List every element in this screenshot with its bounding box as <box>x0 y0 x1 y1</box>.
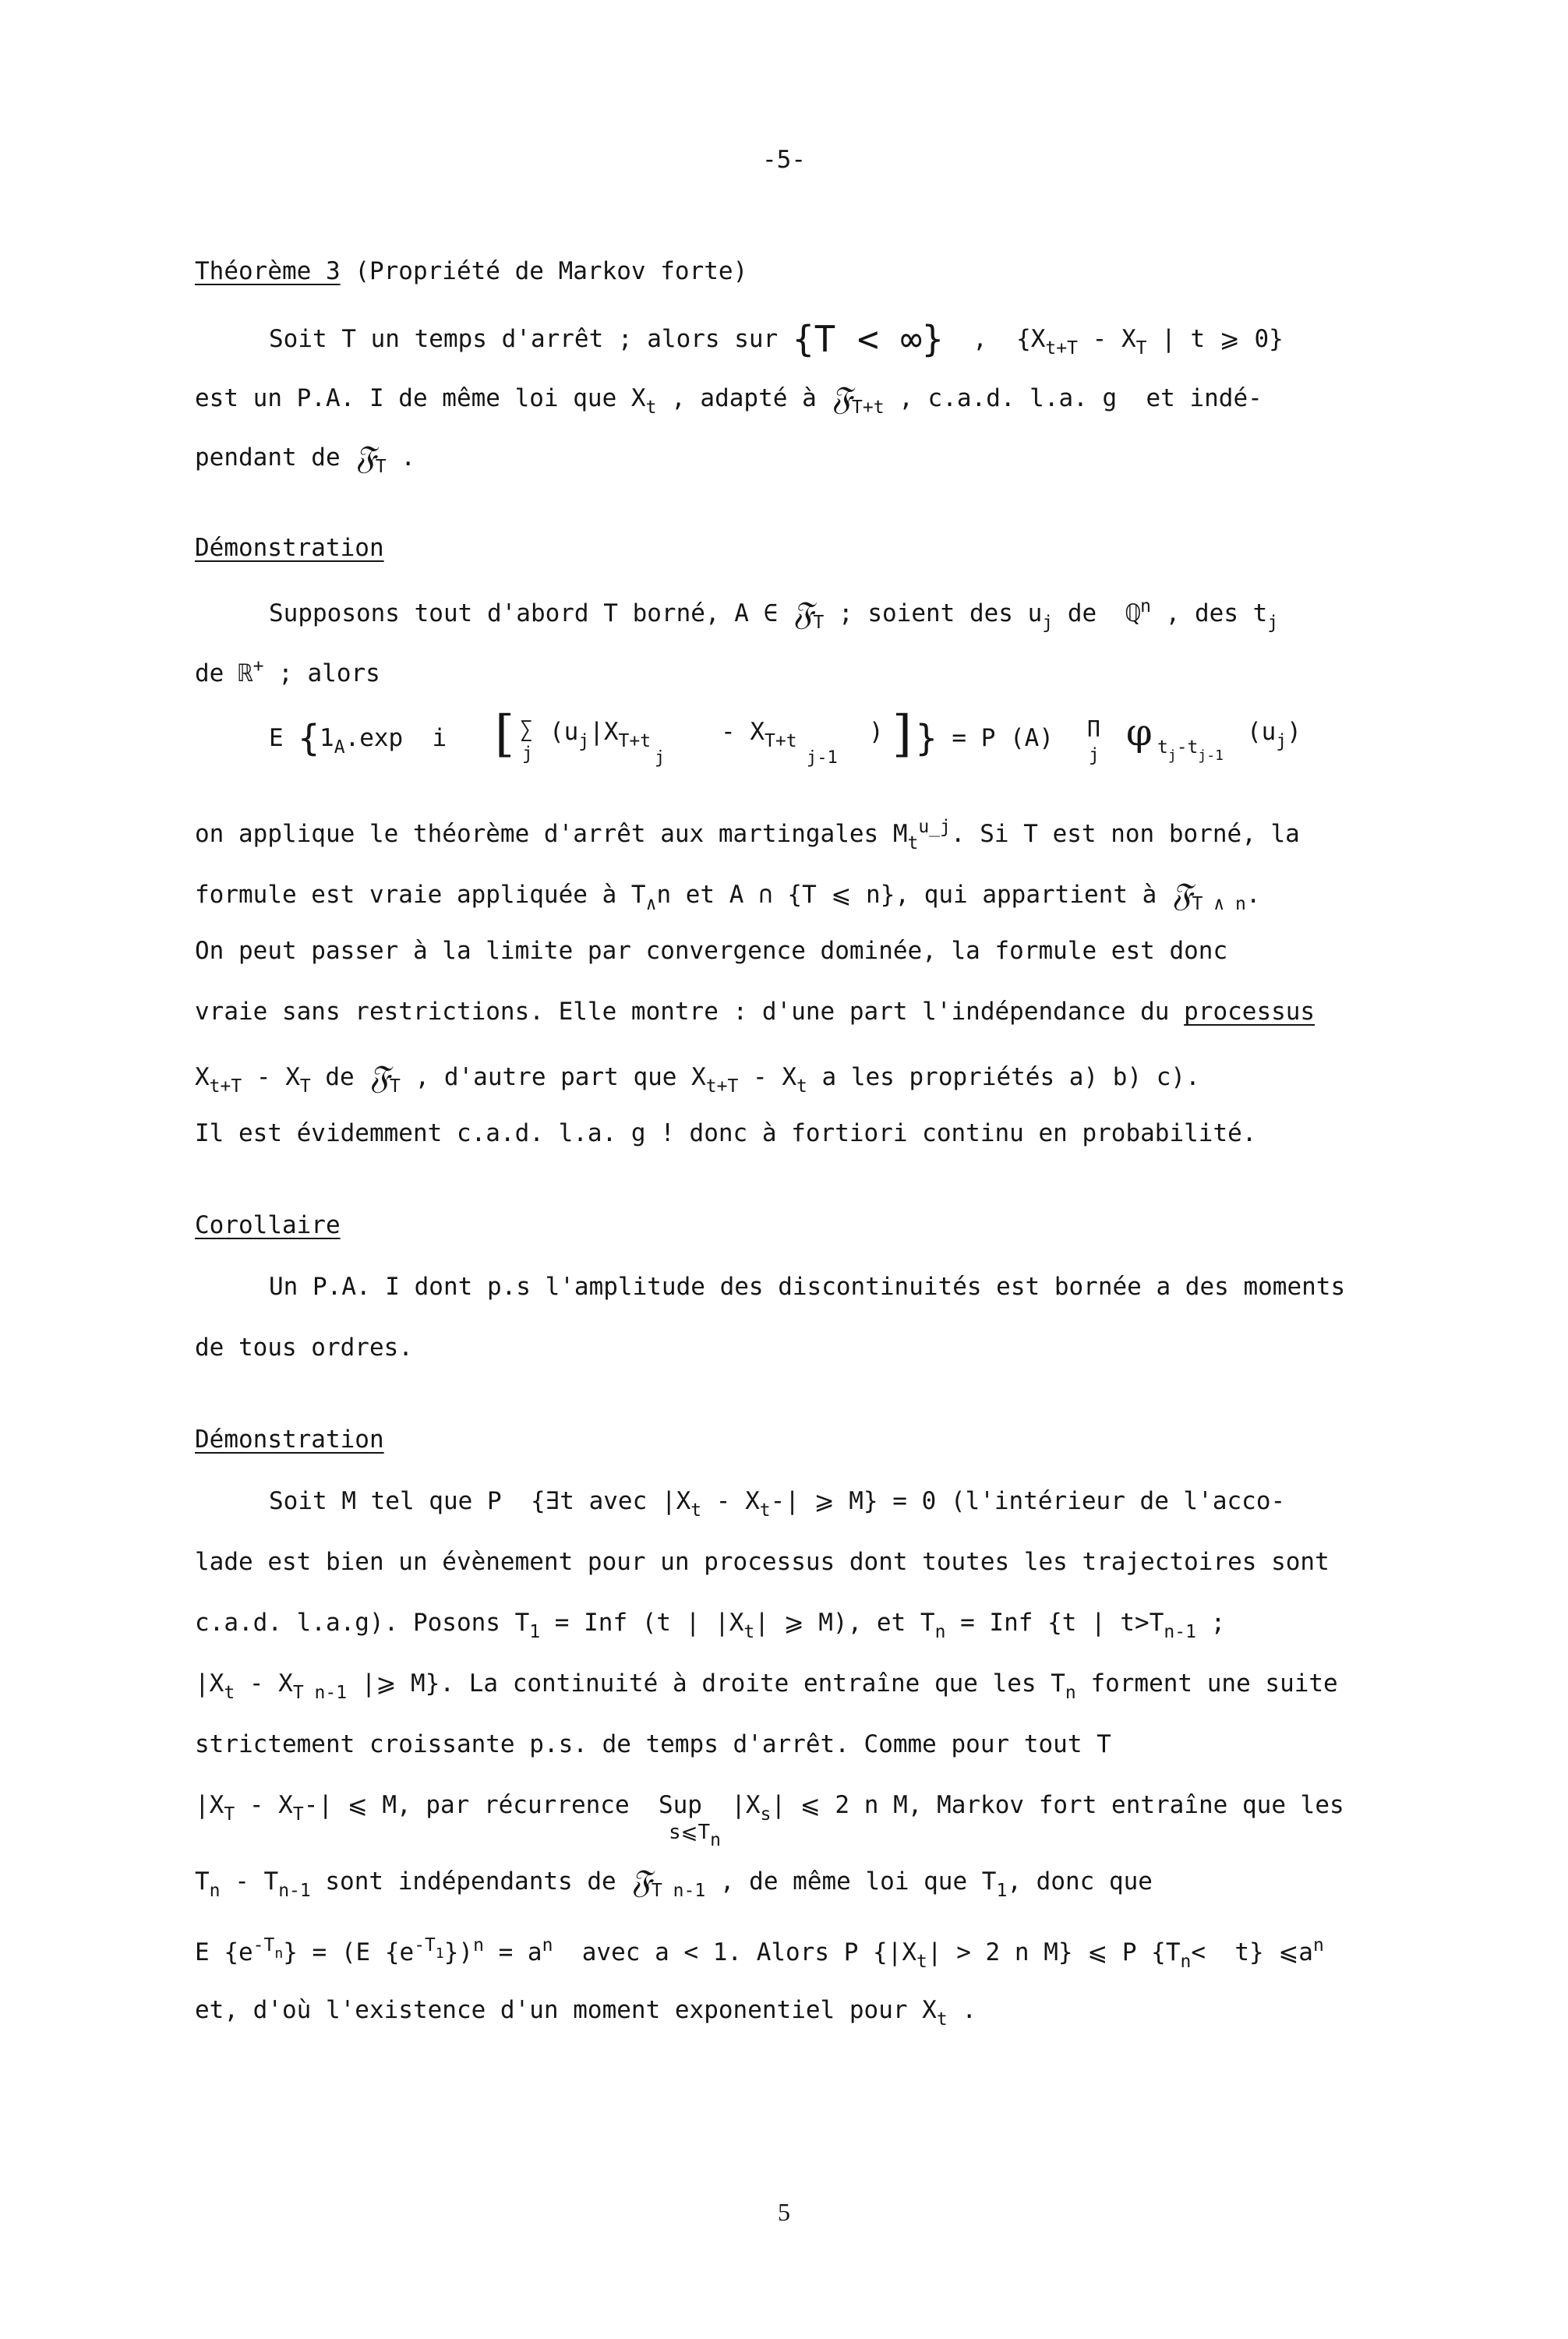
script-f-symbol: 𝔉 <box>831 379 852 417</box>
theorem-line-2: est un P.A. I de même loi que $X_t$ , adapté à 𝔉$_{T+t}$ , c.a.d. l.a. g et indé- <box>195 379 1263 418</box>
corollary-line-2: de tous ordres. <box>195 1334 413 1362</box>
page-number: 5 <box>778 2198 790 2226</box>
proof2-title: Démonstration <box>195 1426 384 1454</box>
proof1-formula: E {$1_A.\exp$ i [ ∑ j ($u_j|X_{T+t}$ j - $X_{T+t}$ j-1 ) ] } = P (A) Π j φ $t_j-t_{j-1}$ $(u_j)$ <box>269 705 1301 768</box>
script-f-symbol: 𝔉 <box>355 438 376 476</box>
script-f-symbol: 𝔉 <box>630 1862 652 1900</box>
proof1-title: Démonstration <box>195 534 384 562</box>
proof1-line-4: on applique le théorème d'arrêt aux martingales $M_t^{u\_j}$. Si T est non borné, la <box>195 817 1300 853</box>
proof2-line-1: Soit M tel que P {∃t avec $|X_t - X_t-|$ ⩾ M} = 0 (l'intérieur de l'acco- <box>269 1487 1286 1521</box>
page-header-marker: -5- <box>762 146 806 174</box>
proof1-line-6: On peut passer à la limite par convergence dominée, la formule est donc <box>195 937 1228 965</box>
theorem-heading <box>195 257 748 285</box>
proof1-line-9: Il est évidemment c.a.d. l.a. g ! donc à fortiori continu en probabilité. <box>195 1119 1257 1147</box>
proof2-line-5: strictement croissante p.s. de temps d'arrêt. Comme pour tout T <box>195 1730 1111 1758</box>
theorem-line-3: pendant de 𝔉$_T$ . <box>195 438 416 477</box>
set-brace: {T < ∞} <box>792 318 944 360</box>
proof2-line-8: E $\{e^{-T_n}\} = (E$ $\{e^{-T_1}\})^n = a^n$ avec a < 1. Alors P {$|X_t| > 2$ n M} ⩽ P $\{T_n< t\}$ $⩽a^n$ <box>195 1935 1324 1972</box>
proof2-line-2: lade est bien un évènement pour un processus dont toutes les trajectoires sont <box>195 1548 1330 1576</box>
script-f-symbol: 𝔉 <box>369 1058 390 1096</box>
corollary-line-1: Un P.A. I dont p.s l'amplitude des discontinuités est bornée a des moments <box>269 1273 1346 1301</box>
theorem-line-1: Soit T un temps d'arrêt ; alors sur {T < ∞} , {$X_{t+T} - X_T$ | t ⩾ 0} <box>269 318 1284 360</box>
proof2-line-3: c.a.d. l.a.g). Posons $T_1$ = Inf (t | $|X_t|$ ⩾ M), et $T_n$ = Inf {t | $t>T_{n-1}$ ; <box>195 1609 1226 1642</box>
proof2-line-4: $|X_t - X_{T n-1}$ |⩾ M}. La continuité à droite entraîne que les $T_n$ forment une suite <box>195 1669 1338 1703</box>
theorem-subtitle: (Propriété de Markov forte) <box>355 257 748 285</box>
proof2-line-9: et, d'où l'existence d'un moment exponentiel pour $X_t$ . <box>195 1996 977 2030</box>
proof2-line-6: $|X_T - X_T-|$ ⩽ M, par récurrence Sup $|X_s|$ ⩽ 2 n M, Markov fort entraîne que les <box>195 1791 1344 1825</box>
proof1-line-5: formule est vraie appliquée à $T_\wedge n$ et A ∩ {T ⩽ n}, qui appartient à 𝔉$_{T \wedge n}$. <box>195 875 1261 914</box>
theorem-title: Théorème 3 <box>195 257 341 285</box>
proof1-line-7: vraie sans restrictions. Elle montre : d'une part l'indépendance du processus <box>195 998 1315 1026</box>
proof1-line-8: $X_{t+T} - X_T$ de 𝔉$_T$ , d'autre part que $X_{t+T} - X_t$ a les propriétés a) b) c). <box>195 1058 1200 1097</box>
proof1-line-1: Supposons tout d'abord T borné, A ∈ 𝔉$_T$ ; soient des $u_j$ de ℚ$^n$ , des $t_j$ <box>269 594 1279 633</box>
corollary-title: Corollaire <box>195 1211 341 1239</box>
proof1-line-2: de ℝ+ ; alors <box>195 656 380 687</box>
sup-subscript: $s⩽T_n$ <box>669 1821 721 1850</box>
proof2-line-7: $T_n - T_{n-1}$ sont indépendants de 𝔉$_{T n-1}$ , de même loi que $T_1$, donc que <box>195 1862 1153 1901</box>
script-f-symbol: 𝔉 <box>1171 875 1192 913</box>
script-f-symbol: 𝔉 <box>792 594 814 632</box>
